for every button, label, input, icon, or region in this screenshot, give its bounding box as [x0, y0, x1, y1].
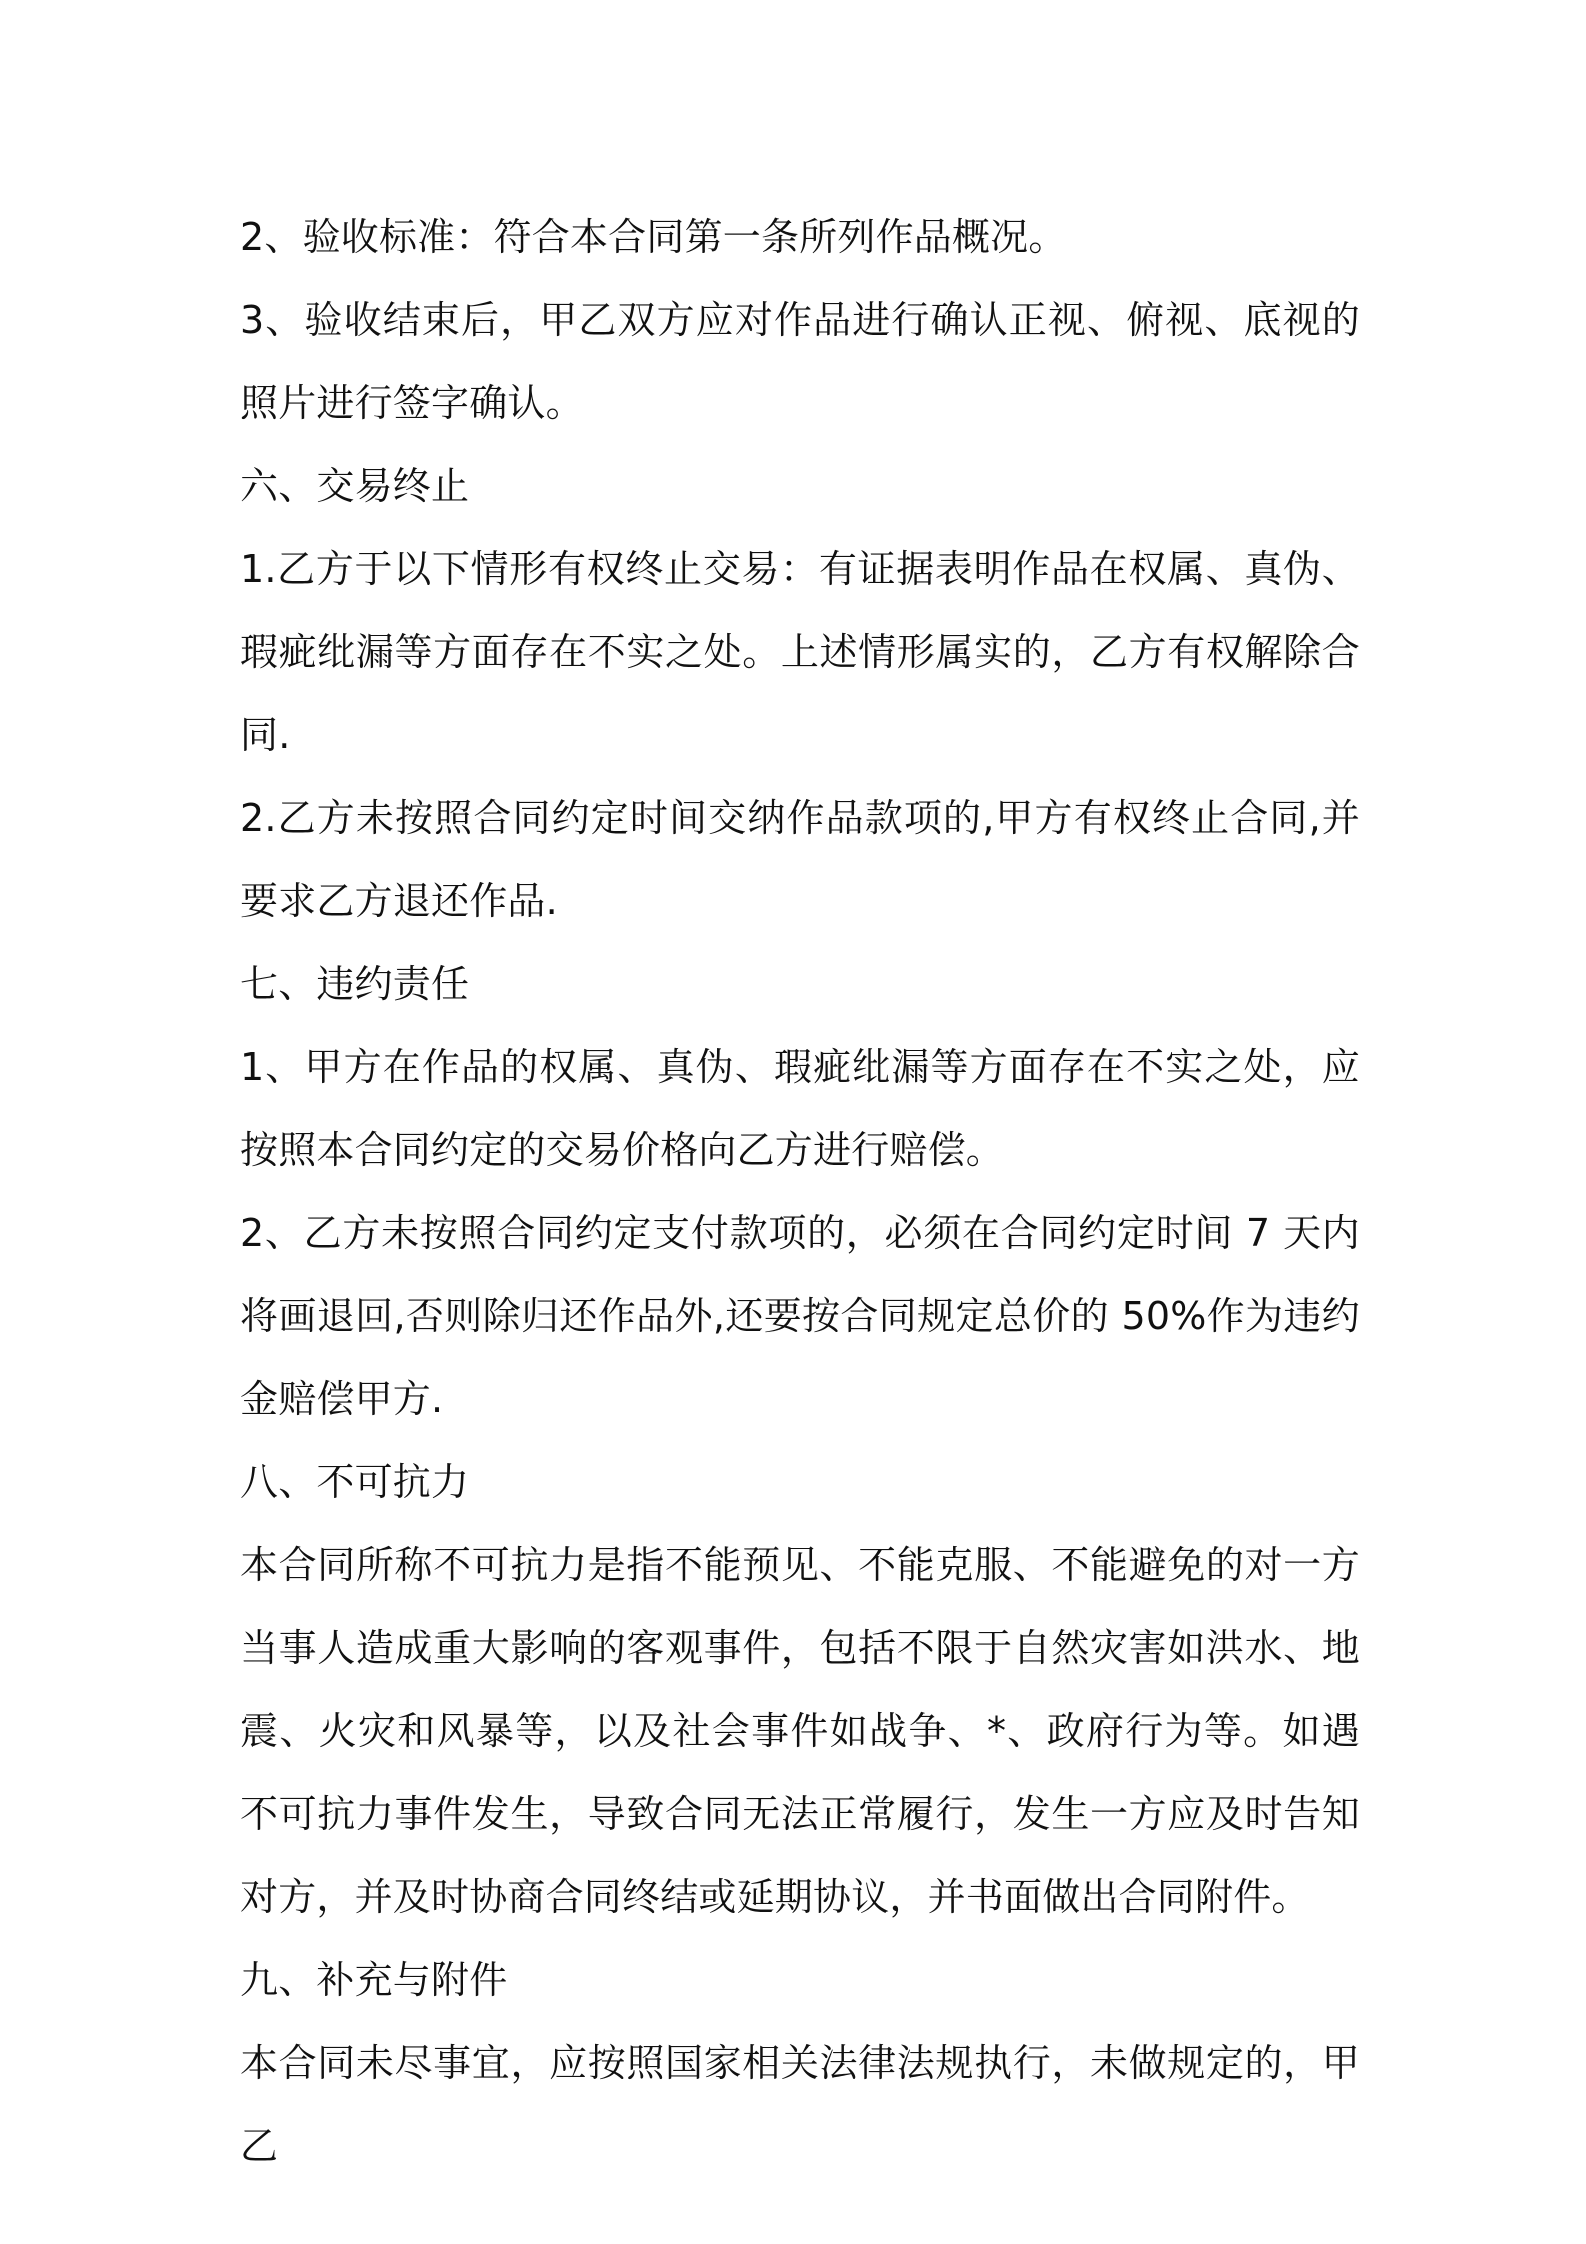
clause-paragraph: 本合同所称不可抗力是指不能预见、不能克服、不能避免的对一方当事人造成重大影响的客观事件，包括不限于自然灾害如洪水、地震、火灾和风暴等，以及社会事件如战争、*、政府行为等。如遇不可抗力事件发生，导致合同无法正常履行，发生一方应及时告知对方，并及时协商合同终结或延期协议，并书面做出合同附件。: [240, 1543, 1360, 1919]
clause-paragraph: 2、验收标准：符合本合同第一条所列作品概况。: [240, 215, 1067, 259]
document-body: [240, 196, 1360, 2188]
section-heading: 八、不可抗力: [240, 1460, 470, 1504]
clause-paragraph: 本合同未尽事宜，应按照国家相关法律法规执行，未做规定的，甲乙: [240, 2041, 1360, 2168]
section-heading: 六、交易终止: [240, 464, 470, 508]
clause-paragraph: 1.乙方于以下情形有权终止交易：有证据表明作品在权属、真伪、瑕疵纰漏等方面存在不实之处。上述情形属实的，乙方有权解除合同.: [240, 547, 1360, 757]
clause-paragraph: 3、验收结束后，甲乙双方应对作品进行确认正视、俯视、底视的照片进行签字确认。: [240, 298, 1360, 425]
clause-paragraph: 2.乙方未按照合同约定时间交纳作品款项的,甲方有权终止合同,并要求乙方退还作品.: [240, 796, 1360, 923]
clause-paragraph: 2、乙方未按照合同约定支付款项的，必须在合同约定时间 7 天内将画退回,否则除归还作品外,还要按合同规定总价的 50%作为违约金赔偿甲方.: [240, 1211, 1360, 1421]
clause-paragraph: 1、甲方在作品的权属、真伪、瑕疵纰漏等方面存在不实之处，应按照本合同约定的交易价格向乙方进行赔偿。: [240, 1045, 1360, 1172]
section-heading: 七、违约责任: [240, 962, 470, 1006]
section-heading: 九、补充与附件: [240, 1958, 508, 2002]
